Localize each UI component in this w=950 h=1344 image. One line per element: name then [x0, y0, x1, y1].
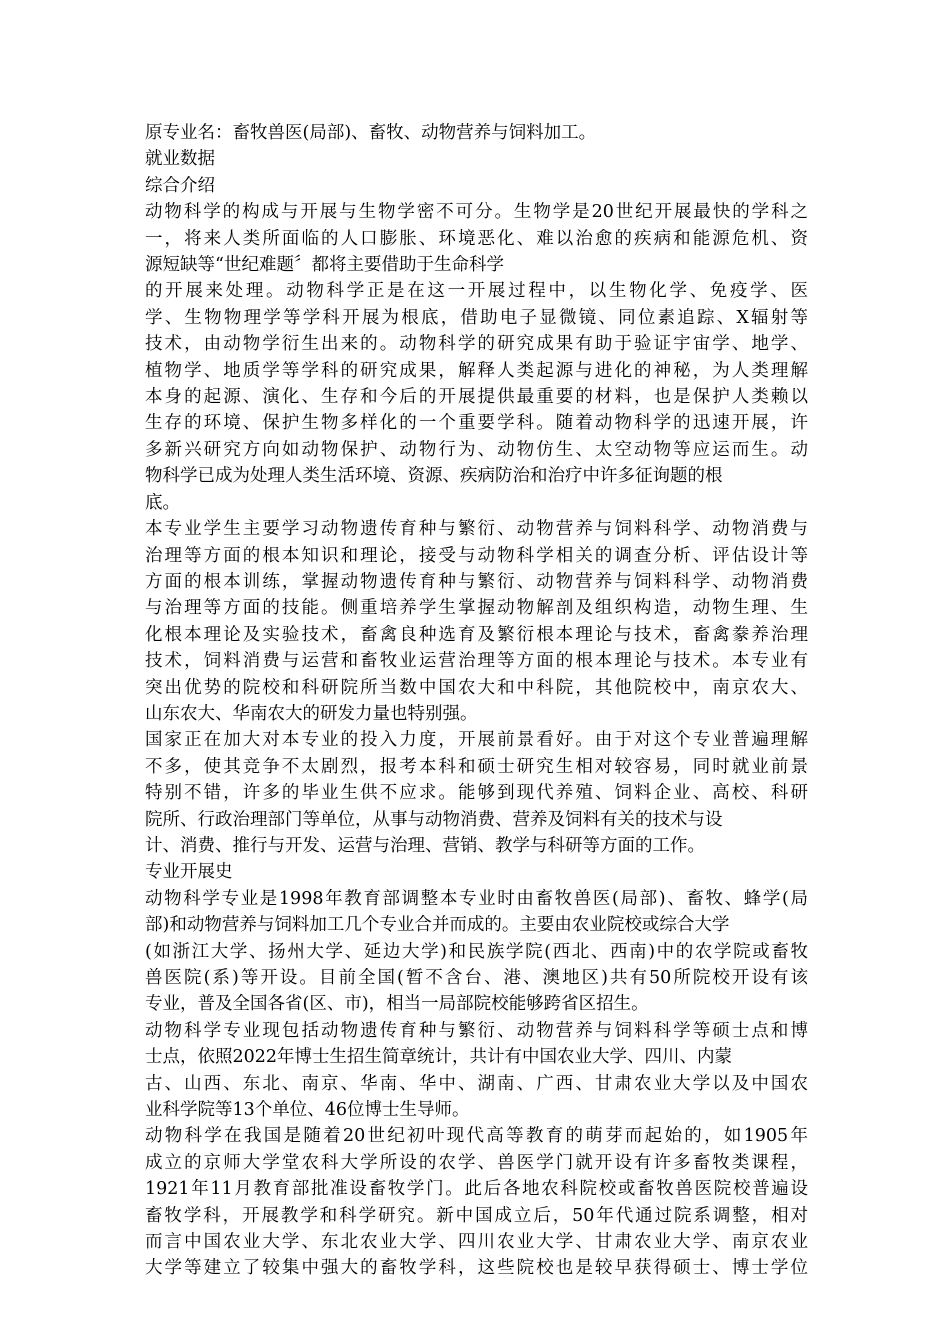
text-line: 业科学院等13个单位、46位博士生导师。: [145, 1100, 470, 1121]
text-line: (如浙江大学、扬州大学、延边大学)和民族学院(西北、西南)中的农学院或畜牧: [145, 941, 808, 962]
text-line: 源短缺等“世纪难题〞都将主要借助于生命科学: [145, 255, 504, 276]
text-line: 原专业名：畜牧兽医(局部)、畜牧、动物营养与饲料加工。: [145, 123, 597, 143]
text-line: 方面的根本训练，掌握动物遗传育种与繁衍、动物营养与饲料科学、动物消费: [145, 571, 808, 592]
text-line: 兽医院(系)等开设。目前全国(暂不含台、港、澳地区)共有50所院校开设有该: [145, 968, 808, 988]
text-line: 学、生物物理学等学科开展为根底，借助电子显微镜、同位素追踪、X辐射等: [145, 307, 808, 328]
text-line: 治理等方面的根本知识和理论，接受与动物科学相关的调查分析、评估设计等: [145, 545, 808, 566]
document-page: [145, 120, 808, 1282]
text-line: 畜牧学科，开展教学和科学研究。新中国成立后，50年代通过院系调整，相对: [145, 1205, 808, 1226]
text-line: 物科学已成为处理人类生活环境、资源、疾病防治和治疗中许多征询题的根: [145, 466, 723, 487]
text-line: 1921年11月教育部批准设畜牧学门。此后各地农科院校或畜牧兽医院校普遍设: [145, 1179, 808, 1200]
text-line: 技术，由动物学衍生出来的。动物科学的研究成果有助于验证宇宙学、地学、: [145, 334, 808, 355]
text-line: 专业，普及全国各省(区、市)，相当一局部院校能够跨省区招生。: [145, 994, 649, 1015]
text-line: 动物科学的构成与开展与生物学密不可分。生物学是20世纪开展最快的学科之: [145, 202, 808, 223]
text-line: 专业开展史: [145, 862, 233, 883]
text-line: 与治理等方面的技能。侧重培养学生掌握动物解剖及组织构造，动物生理、生: [145, 598, 808, 619]
text-line: 综合介绍: [145, 175, 215, 196]
text-line: 部)和动物营养与饲料加工几个专业合并而成的。主要由农业院校或综合大学: [145, 915, 730, 936]
text-line: 就业数据: [145, 149, 215, 170]
text-line: 突出优势的院校和科研院所当数中国农大和中科院，其他院校中，南京农大、: [145, 677, 808, 698]
text-line: 山东农大、华南农大的研发力量也特别强。: [145, 703, 478, 724]
text-line: 大学等建立了较集中强大的畜牧学科，这些院校也是较早获得硕士、博士学位: [145, 1258, 808, 1279]
text-line: 不多，使其竞争不太剧烈，报考本科和硕士研究生相对较容易，同时就业前景: [145, 756, 808, 777]
text-line: 特别不错，许多的毕业生供不应求。能够到现代养殖、饲料企业、高校、科研: [145, 783, 808, 804]
text-line: 计、消费、推行与开发、运营与治理、营销、教学与科研等方面的工作。: [145, 835, 705, 856]
text-line: 士点，依照2022年博士生招生简章统计，共计有中国农业大学、四川、内蒙: [145, 1047, 733, 1068]
text-line: 底。: [145, 492, 180, 513]
text-line: 的开展来处理。动物科学正是在这一开展过程中，以生物化学、免疫学、医: [145, 281, 808, 302]
text-line: 动物科学专业是1998年教育部调整本专业时由畜牧兽医(局部)、畜牧、蜂学(局: [145, 888, 808, 909]
text-line: 生存的环境、保护生物多样化的一个重要学科。随着动物科学的迅速开展，许: [145, 413, 808, 434]
text-line: 而言中国农业大学、东北农业大学、四川农业大学、甘肃农业大学、南京农业: [145, 1232, 808, 1253]
text-line: 动物科学专业现包括动物遗传育种与繁衍、动物营养与饲料科学等硕士点和博: [145, 1020, 808, 1041]
text-line: 院所、行政治理部门等单位，从事与动物消费、营养及饲料有关的技术与设: [145, 809, 723, 830]
text-line: 多新兴研究方向如动物保护、动物行为、动物仿生、太空动物等应运而生。动: [145, 439, 808, 460]
text-line: 植物学、地质学等学科的研究成果，解释人类起源与进化的神秘，为人类理解: [145, 360, 808, 381]
text-line: 古、山西、东北、南京、华南、华中、湖南、广西、甘肃农业大学以及中国农: [145, 1073, 808, 1094]
text-line: 动物科学在我国是随着20世纪初叶现代高等教育的萌芽而起始的，如1905年: [145, 1126, 808, 1147]
text-line: 一，将来人类所面临的人口膨胀、环境恶化、难以治愈的疾病和能源危机、资: [145, 228, 808, 249]
text-line: 国家正在加大对本专业的投入力度，开展前景看好。由于对这个专业普遍理解: [145, 730, 808, 751]
text-line: 化根本理论及实验技术，畜禽良种选育及繁衍根本理论与技术，畜禽豢养治理: [145, 624, 808, 645]
text-line: 技术，饲料消费与运营和畜牧业运营治理等方面的根本理论与技术。本专业有: [145, 651, 808, 672]
text-line: 本身的起源、演化、生存和今后的开展提供最重要的材料，也是保护人类赖以: [145, 387, 808, 408]
text-line: 本专业学生主要学习动物遗传育种与繁衍、动物营养与饲料科学、动物消费与: [145, 519, 808, 540]
text-line: 成立的京师大学堂农科大学所设的农学、兽医学门就开设有许多畜牧类课程，: [145, 1152, 808, 1173]
